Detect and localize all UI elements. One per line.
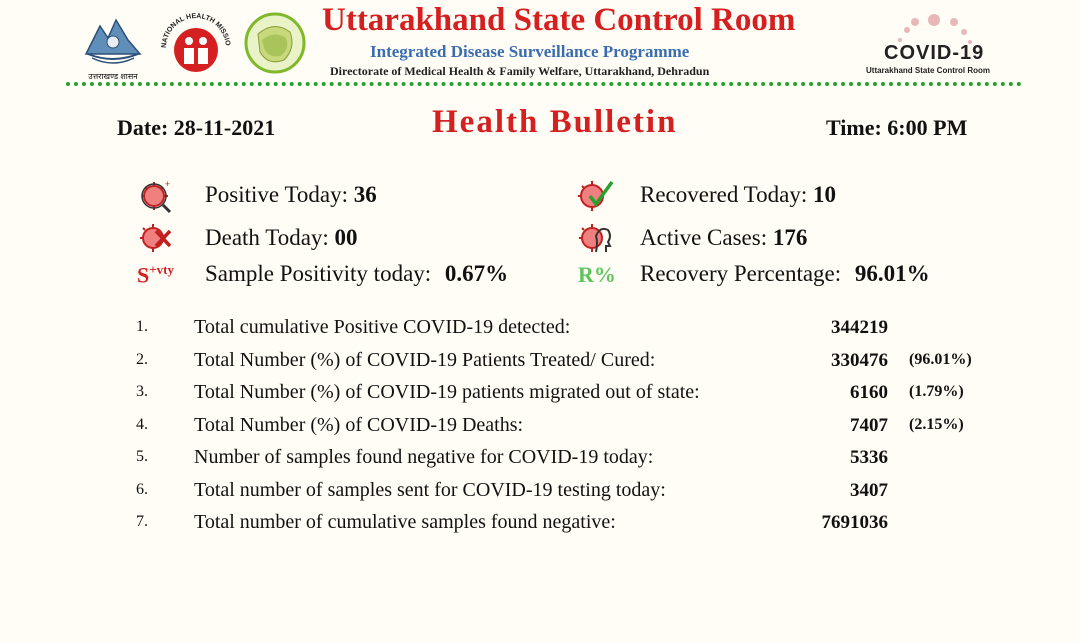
row-number: 4.: [136, 415, 148, 433]
department-line: Directorate of Medical Health & Family Welfare, Uttarakhand, Dehradun: [330, 64, 710, 78]
active-cases-label: Active Cases:: [640, 225, 768, 250]
bulletin-time: Time: 6:00 PM: [826, 115, 968, 140]
row-number: 6.: [136, 480, 148, 498]
positive-today: [205, 182, 377, 208]
row-number: 7.: [136, 513, 148, 530]
bulletin-date: Date: 28-11-2021: [117, 115, 276, 140]
sample-positivity-label: Sample Positivity today:: [205, 261, 432, 286]
header-divider: [66, 82, 1022, 86]
virus-check-icon: [576, 178, 616, 214]
page-subtitle: Integrated Disease Surveillance Programme: [370, 42, 690, 61]
death-today-value: 00: [334, 225, 358, 250]
positivity-icon-letter: S: [137, 262, 150, 288]
page-title: Uttarakhand State Control Room: [322, 2, 796, 38]
covid-logo-caption: Uttarakhand State Control Room: [866, 66, 991, 75]
positive-today-value: 36: [353, 182, 377, 207]
row-label: Total Number (%) of COVID-19 Patients Treated/ Cured:: [194, 348, 656, 371]
row-label: Number of samples found negative for COVID-19 today:: [194, 446, 654, 468]
row-value: 5336: [850, 447, 888, 468]
active-cases-value: 176: [772, 225, 808, 250]
row-value: 6160: [850, 382, 888, 403]
death-today-label: Death Today:: [205, 225, 329, 250]
row-percentage: (1.79%): [909, 383, 964, 400]
row-label: Total cumulative Positive COVID-19 detected:: [194, 316, 571, 338]
row-number: 1.: [136, 318, 148, 335]
row-label: Total Number (%) of COVID-19 Deaths:: [194, 413, 524, 436]
nhm-logo: [156, 8, 236, 82]
recovery-percentage: [640, 261, 930, 287]
row-label: Total Number (%) of COVID-19 patients migrated out of state:: [194, 381, 700, 403]
active-cases: [640, 225, 807, 251]
virus-cross-icon: [138, 222, 174, 254]
sample-positivity: [205, 261, 508, 287]
virus-head-icon: [578, 222, 614, 256]
row-value: 344219: [831, 317, 888, 338]
row-number: 3.: [136, 383, 148, 400]
idsp-logo: [244, 12, 306, 74]
sample-positivity-icon: [137, 262, 174, 288]
row-label: Total number of samples sent for COVID-19 testing today:: [194, 478, 666, 501]
virus-magnifier-icon: [138, 178, 174, 214]
row-value: 330476: [831, 349, 888, 371]
sample-positivity-value: 0.67%: [444, 261, 509, 286]
positivity-icon-sup: +vty: [149, 262, 174, 277]
covid-19-logo: [860, 10, 1010, 80]
recovery-percentage-value: 96.01%: [854, 261, 930, 286]
bulletin-heading: Health Bulletin: [432, 104, 678, 140]
recovery-percent-icon: R%: [578, 262, 616, 287]
row-label: Total number of cumulative samples found negative:: [194, 511, 616, 533]
recovered-today-value: 10: [812, 182, 836, 207]
death-today: [205, 225, 358, 251]
row-value: 3407: [850, 479, 888, 501]
row-percentage: (96.01%): [909, 350, 972, 368]
uttarakhand-govt-logo: [78, 12, 148, 80]
row-value: 7407: [850, 414, 888, 436]
recovered-today: [640, 182, 836, 208]
covid-logo-text: COVID-19: [884, 42, 985, 64]
row-value: 7691036: [821, 512, 888, 533]
row-number: 2.: [136, 350, 148, 368]
row-percentage: (2.15%): [909, 415, 964, 433]
positive-today-label: Positive Today:: [205, 182, 348, 207]
recovered-today-label: Recovered Today:: [640, 182, 808, 207]
svg-text:+: +: [165, 179, 171, 189]
govt-logo-caption: उत्तराखण्ड शासन: [88, 72, 138, 81]
nhm-logo-caption: NATIONAL HEALTH MISSIO: [160, 12, 231, 49]
recovery-percentage-label: Recovery Percentage:: [640, 261, 842, 286]
row-number: 5.: [136, 448, 148, 465]
